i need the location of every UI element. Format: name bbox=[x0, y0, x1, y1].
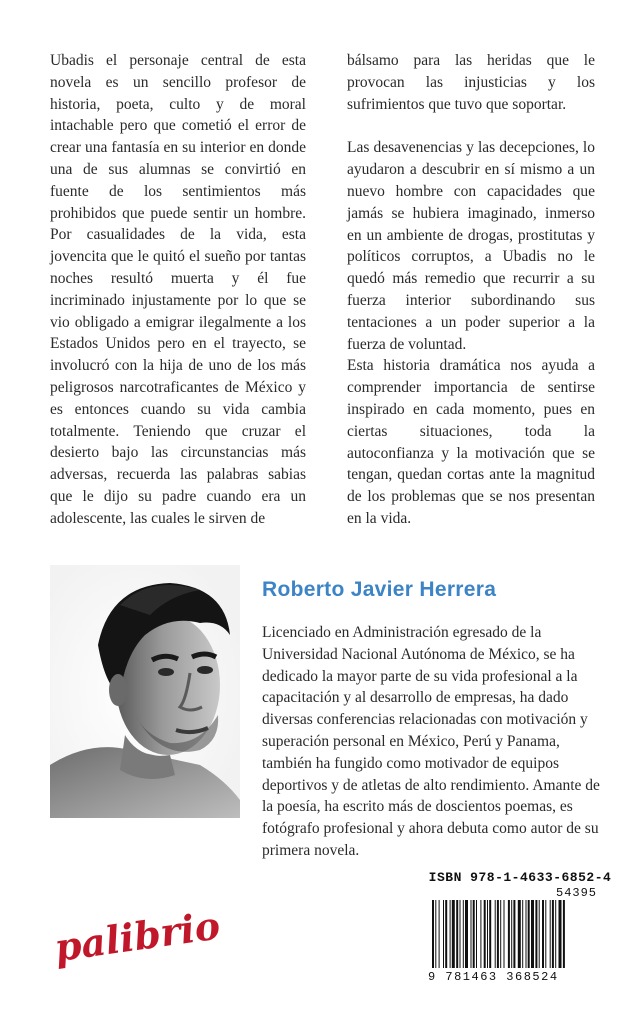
isbn-barcode bbox=[428, 870, 612, 990]
price-code: 54395 bbox=[556, 886, 598, 900]
synopsis-paragraph-continued: bálsamo para las heridas que le provocan las injusticias y los sufrimientos que tuvo que soportar. bbox=[347, 52, 595, 113]
publisher-logo bbox=[55, 905, 225, 975]
synopsis-paragraph: Ubadis el personaje central de esta novela es un sencillo profesor de historia, poeta, culto y de moral intachable pero que cometió el error de crear una fantasía en su interior en donde una de sus alumnas se convirtió en fuente de los sentimientos más prohibidos que puede sentir un hombre. Por casualidades de la vida, esta jovencita que le quitó el sueño por tantas noches resultó muerta y él fue incriminado injustamente por lo que se vio obligado a emigrar ilegalmente a los Estados Unidos pero en el trayecto, se involucró con la hija de uno de los más peligrosos narcotraficantes de México y es entonces cuando su vida cambia totalmente. Teniendo que cruzar el desierto bajo las circunstancias más adversas, recuerda las palabras sabias que le dijo su padre cuando era un adolescente, las cuales le sirven de bbox=[50, 52, 306, 527]
synopsis-paragraph-3: Esta historia dramática nos ayuda a comprender importancia de sentirse inspirado en cada momento, pues en ciertas situaciones, toda la autoconfianza y la motivación que se tengan, quedan cortas ante la magnitud de los problemas que se nos presentan en la vida. bbox=[347, 357, 595, 527]
author-photo bbox=[50, 565, 240, 818]
author-name: Roberto Javier Herrera bbox=[262, 578, 497, 601]
back-cover-text-right bbox=[347, 50, 595, 530]
author-bio: Licenciado en Administración egresado de la Universidad Nacional Autónoma de México, se ha dedicado la mayor parte de su vida profesional a la capacitación y al desarrollo de empresas, ha dado diversas conferencias relacionadas con motivación y superación personal en México, Perú y Panama, también ha fungido como motivador de equipos deportivos y de atletas de alto rendimiento. Amante de la poesía, ha escrito más de doscientos poemas, es fotógrafo profesional y ahora debuta como autor de su primera novela. bbox=[262, 624, 600, 859]
publisher-logo-text: palibrio bbox=[55, 905, 223, 971]
barcode-bars bbox=[428, 900, 612, 970]
barcode-digits: 9 781463 368524 bbox=[428, 970, 559, 984]
back-cover-text-left bbox=[50, 50, 306, 530]
isbn-number: ISBN 978-1-4633-6852-4 bbox=[428, 870, 612, 885]
synopsis-paragraph-2: Las desavenencias y las decepciones, lo ayudaron a descubrir en sí mismo a un nuevo hombre con capacidades que jamás se hubiera imaginado, inmerso en un ambiente de drogas, prostitutas y políticos corruptos, a Ubadis no le quedó más remedio que recurrir a su fuerza interior subordinando sus tentaciones a un poder superior a la fuerza de voluntad. bbox=[347, 139, 595, 353]
